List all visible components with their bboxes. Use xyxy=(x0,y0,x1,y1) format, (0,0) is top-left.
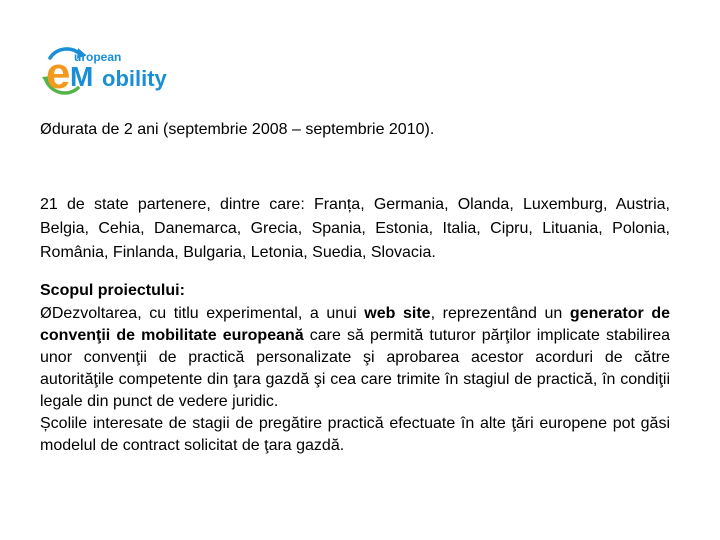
duration-paragraph xyxy=(40,119,670,140)
partners-paragraph xyxy=(40,193,670,265)
scope-heading: Scopul proiectului: xyxy=(40,282,185,299)
scope-text-5: care să permită tuturor părţilor implicate stabilirea unor convenţii de practică personalizate şi aprobarea acestor acorduri de către autorităţile competente din ţara gazdă şi cea care trimite în stagiul de practică, în condiţii legale din punct de vedere juridic. xyxy=(40,327,671,410)
scope-web-site: web site xyxy=(364,305,431,322)
scope-text-1: Dezvoltarea, cu titlu experimental, a unui xyxy=(51,305,365,322)
logo-graphic xyxy=(40,44,190,96)
arrow-bullet-icon: Ø xyxy=(40,120,52,138)
duration-text: durata de 2 ani (septembrie 2008 – septembrie 2010). xyxy=(51,121,435,138)
svg-text:M: M xyxy=(70,61,94,92)
svg-text:e: e xyxy=(46,49,71,96)
logo-top-text: uropean xyxy=(74,50,122,64)
scope-section xyxy=(40,280,670,457)
schools-paragraph: Școlile interesate de stagii de pregătire practică efectuate în alte ţări europene pot găsi modelul de contract solicitat de ţara gazdă. xyxy=(40,415,670,454)
scope-text-3: , reprezentând un xyxy=(430,305,570,322)
scope-generator: generator de convenţii de mobilitate europeană xyxy=(40,305,670,344)
partners-text: 21 de state partenere, dintre care: Franța, Germania, Olanda, Luxemburg, Austria, Belgia, Cehia, Danemarca, Grecia, Spania, Estonia, Italia, Cipru, Lituania, Polonia, România, Finlanda, Bulgaria, Letonia, Suedia, Slovacia. xyxy=(40,196,670,261)
european-mobility-logo xyxy=(40,44,190,96)
logo-main-text: obility xyxy=(102,66,167,91)
scope-bullet-paragraph xyxy=(40,302,670,413)
arrow-bullet-icon: Ø xyxy=(40,304,52,322)
